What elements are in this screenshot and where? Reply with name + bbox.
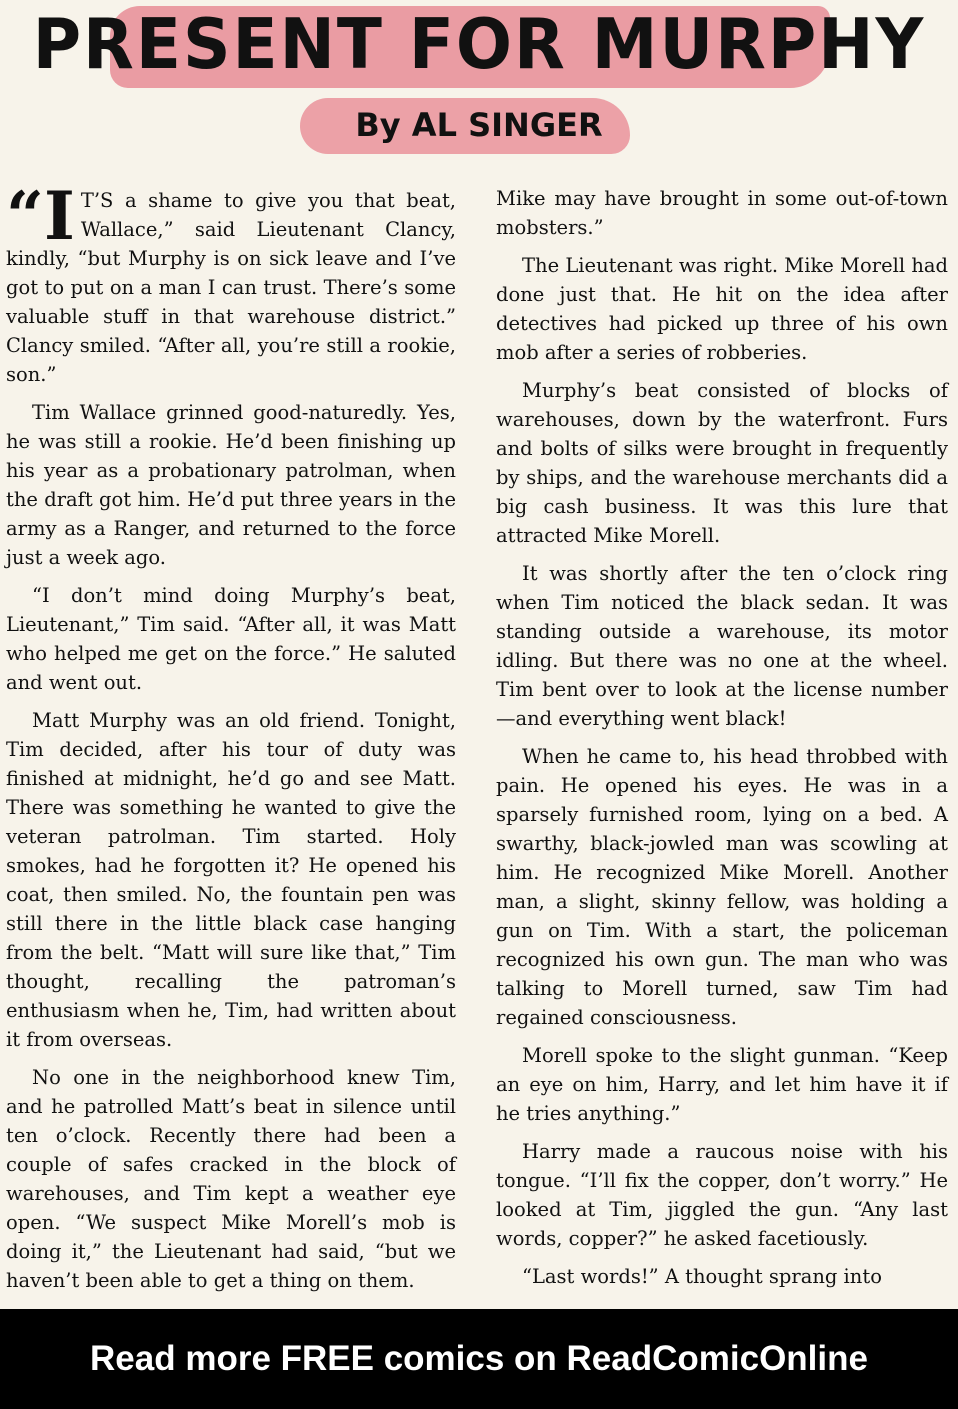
left-column <box>6 177 456 1304</box>
paragraph: Harry made a raucous noise with his tongue. “I’ll fix the copper, don’t worry.” He looked at Tim, jiggled the gun. “Any last words, copper?” he asked facetiously. <box>496 1140 948 1250</box>
paragraph: Murphy’s beat consisted of blocks of warehouses, down by the waterfront. Furs and bolts of silks were brought in frequently by ships, and the warehouse merchants did a big cash business. It was this lure that attracted Mike Morell. <box>496 379 948 547</box>
paragraph: Matt Murphy was an old friend. Tonight, Tim decided, after his tour of duty was finished at midnight, he’d go and see Matt. There was something he wanted to give the veteran patrolman. Tim started. Holy smokes, had he forgotten it? He opened his coat, then smiled. No, the fountain pen was still there in the little black case hanging from the belt. “Matt will sure like that,” Tim thought, recalling the patroman’s enthusiasm when he, Tim, had written about it from overseas. <box>6 709 456 1051</box>
story-byline: By AL SINGER <box>355 106 603 144</box>
paragraph <box>6 177 456 389</box>
right-column <box>496 184 948 1300</box>
promo-banner[interactable] <box>0 1309 958 1409</box>
paragraph: “Last words!” A thought sprang into <box>522 1265 882 1288</box>
paragraph: It was shortly after the ten o’clock ring when Tim noticed the black sedan. It was standing outside a warehouse, its motor idling. But there was no one at the wheel. Tim bent over to look at the license number—and everything went black! <box>496 562 948 730</box>
paragraph: Morell spoke to the slight gunman. “Keep an eye on him, Harry, and let him have it if he tries anything.” <box>496 1044 948 1125</box>
paragraph: When he came to, his head throbbed with pain. He opened his eyes. He was in a sparsely furnished room, lying on a bed. A swarthy, black-jowled man was scowling at him. He recognized Mike Morell. Another man, a slight, skinny fellow, was holding a gun on Tim. With a start, the policeman recognized his own gun. The man who was talking to Morell turned, saw Tim had regained consciousness. <box>496 745 948 1029</box>
paragraph: No one in the neighborhood knew Tim, and he patrolled Matt’s beat in silence until ten o’clock. Recently there had been a couple of safes cracked in the block of warehouses, and Tim kept a weather eye open. “We suspect Mike Morell’s mob is doing it,” the Lieutenant had said, “but we haven’t been able to get a thing on them. <box>6 1066 456 1292</box>
paragraph: The Lieutenant was right. Mike Morell had done just that. He hit on the idea after detectives had picked up three of his own mob after a series of robberies. <box>496 254 948 364</box>
drop-cap: “I <box>6 177 75 255</box>
paragraph-continuation: Mike may have brought in some out-of-town mobsters.” <box>496 187 948 239</box>
promo-text[interactable]: Read more FREE comics on ReadComicOnline <box>90 1339 868 1378</box>
story-title: PRESENT FOR MURPHY <box>32 4 926 85</box>
paragraph: Tim Wallace grinned good-naturedly. Yes, he was still a rookie. He’d been finishing up his year as a probationary patrolman, when the draft got him. He’d put three years in the army as a Ranger, and returned to the force just a week ago. <box>6 401 456 569</box>
paragraph: “I don’t mind doing Murphy’s beat, Lieutenant,” Tim said. “After all, it was Matt who helped me get on the force.” He saluted and went out. <box>6 584 456 694</box>
paragraph-text: T’S a shame to give you that beat, Wallace,” said Lieutenant Clancy, kindly, “but Murphy is on sick leave and I’ve got to put on a man I can trust. There’s some valuable stuff in that warehouse district.” Clancy smiled. “After all, you’re still a rookie, son.” <box>6 189 456 386</box>
